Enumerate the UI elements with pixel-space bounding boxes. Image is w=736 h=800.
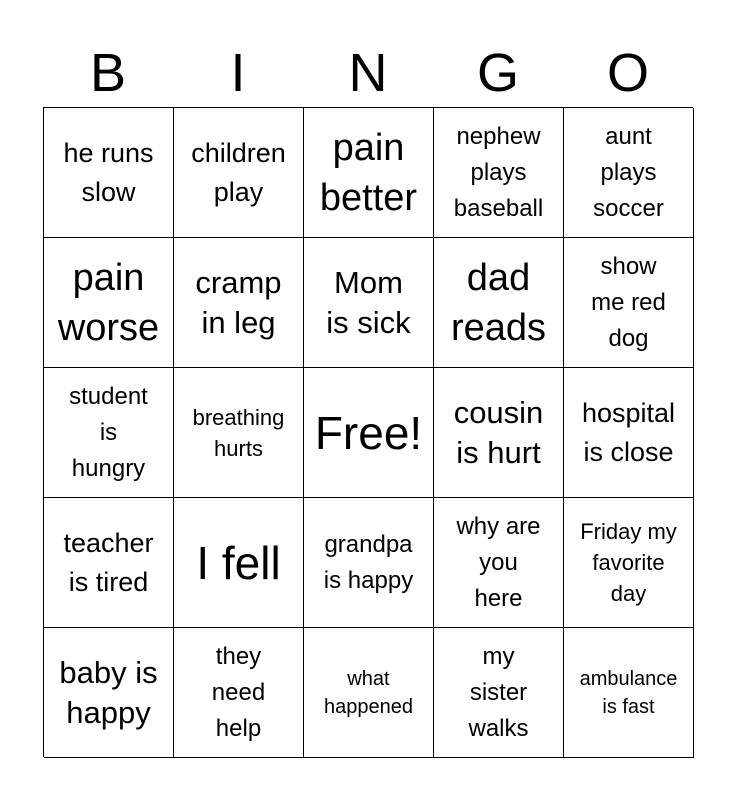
bingo-cell[interactable] <box>304 498 434 628</box>
cell-text: breathing hurts <box>192 404 285 461</box>
cell-text: why are you here <box>456 512 541 612</box>
cell-text: cousin is hurt <box>453 394 544 470</box>
bingo-cell[interactable] <box>434 498 564 628</box>
bingo-cell[interactable] <box>174 108 304 238</box>
cell-text: ambulance is fast <box>579 667 678 718</box>
cell-text: teacher is tired <box>63 527 154 597</box>
header-letter-g: G <box>476 43 519 103</box>
bingo-cell[interactable] <box>44 368 174 498</box>
cell-text: nephew plays baseball <box>453 122 544 222</box>
cell-text: he runs slow <box>63 137 154 207</box>
header-letter-n: N <box>348 43 388 103</box>
cell-text: hospital is close <box>581 397 676 467</box>
bingo-board <box>43 107 693 757</box>
bingo-cell[interactable] <box>434 238 564 368</box>
free-space-text: Free! <box>314 406 423 459</box>
cell-text: student is hungry <box>69 382 148 482</box>
bingo-header <box>43 40 693 106</box>
header-letter-b: B <box>89 43 127 103</box>
bingo-cell[interactable] <box>564 628 694 758</box>
header-letter-o: O <box>606 43 649 103</box>
bingo-cell[interactable] <box>44 628 174 758</box>
cell-text: pain better <box>319 126 418 219</box>
bingo-cell[interactable] <box>564 238 694 368</box>
cell-text: my sister walks <box>468 642 529 742</box>
bingo-cell[interactable] <box>434 628 564 758</box>
cell-text: they need help <box>211 642 266 742</box>
bingo-cell[interactable] <box>174 628 304 758</box>
bingo-cell[interactable] <box>174 368 304 498</box>
bingo-cell[interactable] <box>434 108 564 238</box>
cell-text: aunt plays soccer <box>593 122 664 222</box>
bingo-cell[interactable] <box>44 498 174 628</box>
bingo-cell[interactable] <box>434 368 564 498</box>
cell-text: show me red dog <box>591 252 666 352</box>
bingo-cell[interactable] <box>304 238 434 368</box>
header-letter-i: I <box>230 43 246 103</box>
bingo-cell[interactable] <box>44 108 174 238</box>
cell-text: cramp in leg <box>195 264 282 340</box>
cell-text: Friday my favorite day <box>580 519 677 606</box>
cell-text: what happened <box>324 667 413 718</box>
bingo-cell[interactable] <box>564 108 694 238</box>
cell-text: children play <box>191 137 286 207</box>
cell-text: Mom is sick <box>326 264 411 340</box>
free-space-cell[interactable] <box>304 368 434 498</box>
bingo-cell[interactable] <box>174 498 304 628</box>
cell-text: grandpa is happy <box>323 530 414 594</box>
cell-text: dad reads <box>450 256 547 349</box>
cell-text: pain worse <box>57 256 160 349</box>
cell-text: I fell <box>196 536 281 589</box>
bingo-cell[interactable] <box>44 238 174 368</box>
bingo-cell[interactable] <box>564 498 694 628</box>
bingo-cell[interactable] <box>304 108 434 238</box>
bingo-cell[interactable] <box>304 628 434 758</box>
bingo-cell[interactable] <box>564 368 694 498</box>
cell-text: baby is happy <box>59 654 158 730</box>
bingo-cell[interactable] <box>174 238 304 368</box>
